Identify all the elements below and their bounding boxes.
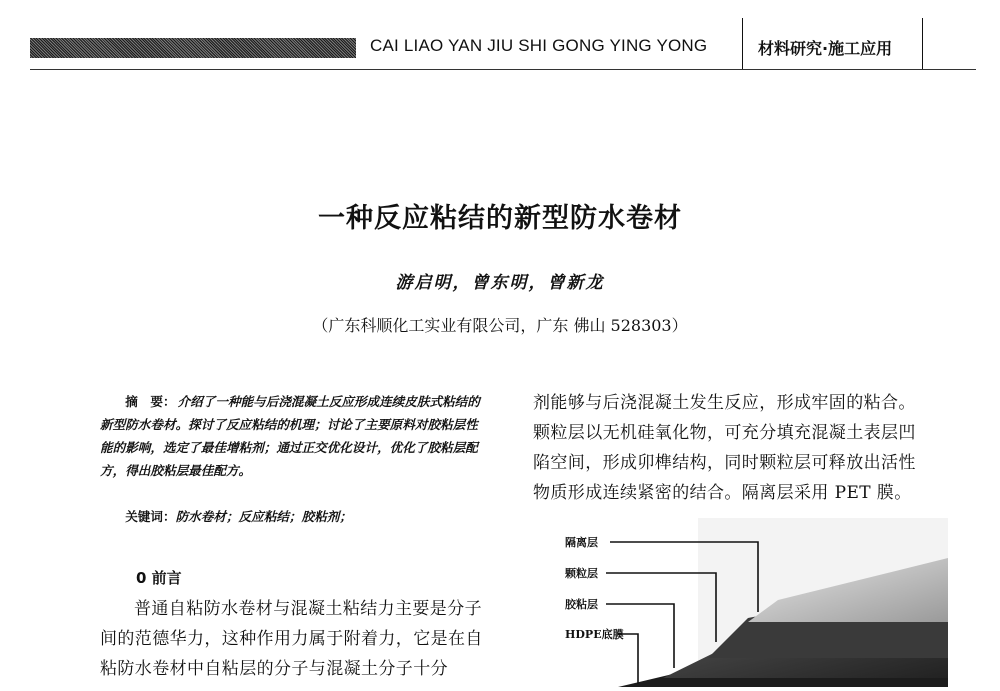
header-hatch-bar	[30, 38, 356, 58]
abstract-block	[100, 390, 488, 482]
right-column-paragraph: 剂能够与后浇混凝土发生反应，形成牢固的粘合。颗粒层以无机硅氧化物，可充分填充混凝土表层凹陷空间，形成卯榫结构，同时颗粒层可释放出活性物质形成连续紧密的结合。隔离层采用 PET 膜。	[533, 393, 916, 503]
fig-label-granule: 颗粒层	[565, 567, 598, 580]
abstract-text: 介绍了一种能与后浇混凝土反应形成连续皮肤式粘结的新型防水卷材。探讨了反应粘结的机理；讨论了主要原料对胶粘层性能的影响，选定了最佳增粘剂；通过正交优化设计，优化了胶粘层配方，得出胶粘层最佳配方。	[100, 394, 480, 478]
intro-paragraph: 普通自粘防水卷材与混凝土粘结力主要是分子间的范德华力，这种作用力属于附着力，它是在自粘防水卷材中自粘层的分子与混凝土分子十分	[100, 599, 483, 679]
membrane-layer-figure	[548, 518, 948, 687]
fig-label-hdpe: HDPE底膜	[565, 628, 624, 641]
keywords-block	[100, 505, 488, 528]
keywords-label: 关键词：	[125, 509, 176, 524]
membrane-layer-diagram	[548, 518, 948, 687]
keywords-text: 防水卷材；反应粘结；胶粘剂；	[175, 509, 352, 524]
journal-pinyin-title: CAI LIAO YAN JIU SHI GONG YING YONG	[370, 36, 708, 55]
journal-section-label: 材料研究·施工应用	[758, 39, 893, 58]
article-affiliation: （广东科顺化工实业有限公司，广东 佛山 528303）	[312, 316, 688, 335]
header-rule	[30, 69, 976, 70]
fig-label-adhesive: 胶粘层	[565, 598, 598, 611]
header-divider-right	[922, 18, 923, 70]
intro-heading: 0 前言	[136, 569, 182, 587]
article-title: 一种反应粘结的新型防水卷材	[318, 203, 682, 234]
fig-label-release-film: 隔离层	[565, 536, 598, 549]
article-authors: 游启明，曾东明，曾新龙	[395, 273, 605, 293]
abstract-label: 摘 要：	[125, 394, 176, 409]
header-divider-left	[742, 18, 743, 70]
